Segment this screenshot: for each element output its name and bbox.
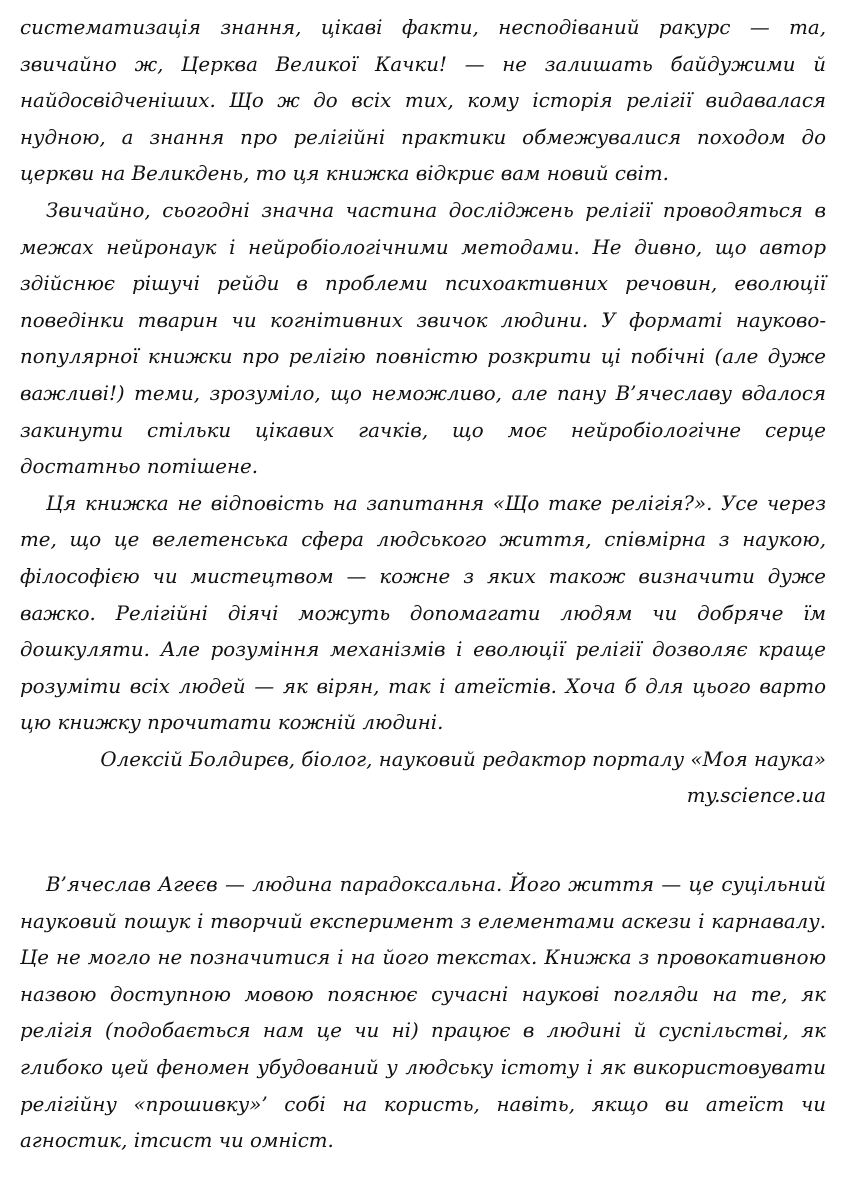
book-page [20,10,826,1160]
review-paragraph-1: систематизація знання, цікаві факти, несподіваний ракурс — та, звичайно ж, Церква Великої Качки! — не залишать байдужими й найдосвідченіших. Що ж до всіх тих, кому історія релігії видавалася нудною, а знання про релігійні практики обмежувалися походом до церкви на Великдень, то ця книжка відкриє вам новий світ. [20,16,826,186]
author-bio-paragraph: В’ячеслав Агеєв — людина парадоксальна. Його життя — це суцільний науковий пошук і творчий експеримент з елементами аскези і карнавалу. Це не могло не позначитися і на його текстах. Книжка з провокативною назвою доступною мовою пояснює сучасні наукові погляди на те, як релігія (подобається нам це чи ні) працює в людині й суспільстві, як глибоко цей феномен убудований у людську істоту і як використовувати релігійну «прошивку»’ собі на користь, навіть, якщо ви атеїст чи агностик, ітсист чи омніст. [20,873,826,1153]
review-signature-site: my.science.ua [686,784,826,808]
section-gap [20,815,826,867]
review-paragraph-3: Ця книжка не відповість на запитання «Що таке релігія?». Усе через те, що це велетенська сфера людського життя, співмірна з наукою, філософією чи мистецтвом — кожне з яких також визначити дуже важко. Релігійні діячі можуть допомагати людям чи добряче їм дошкуляти. Але розуміння механізмів і еволюції релігії дозволяє краще розуміти всіх людей — як вірян, так і атеїстів. Хоча б для цього варто цю книжку прочитати кожній людині. [20,491,826,735]
review-signature-name: Олексій Болдирєв, біолог, науковий редактор порталу «Моя наука» [100,747,826,771]
review-paragraph-2: Звичайно, сьогодні значна частина досліджень релігії проводяться в межах нейронаук і нейробіологічними методами. Не дивно, що автор здійснює рішучі рейди в проблеми психоактивних речовин, еволюції поведінки тварин чи когнітивних звичок людини. У форматі науково-популярної книжки про релігію повністю розкрити ці побічні (але дуже важливі!) теми, зрозуміло, що неможливо, але пану В’ячеславу вдалося закинути стільки цікавих гачків, що моє нейробіологічне серце достатньо потішене. [20,198,826,479]
